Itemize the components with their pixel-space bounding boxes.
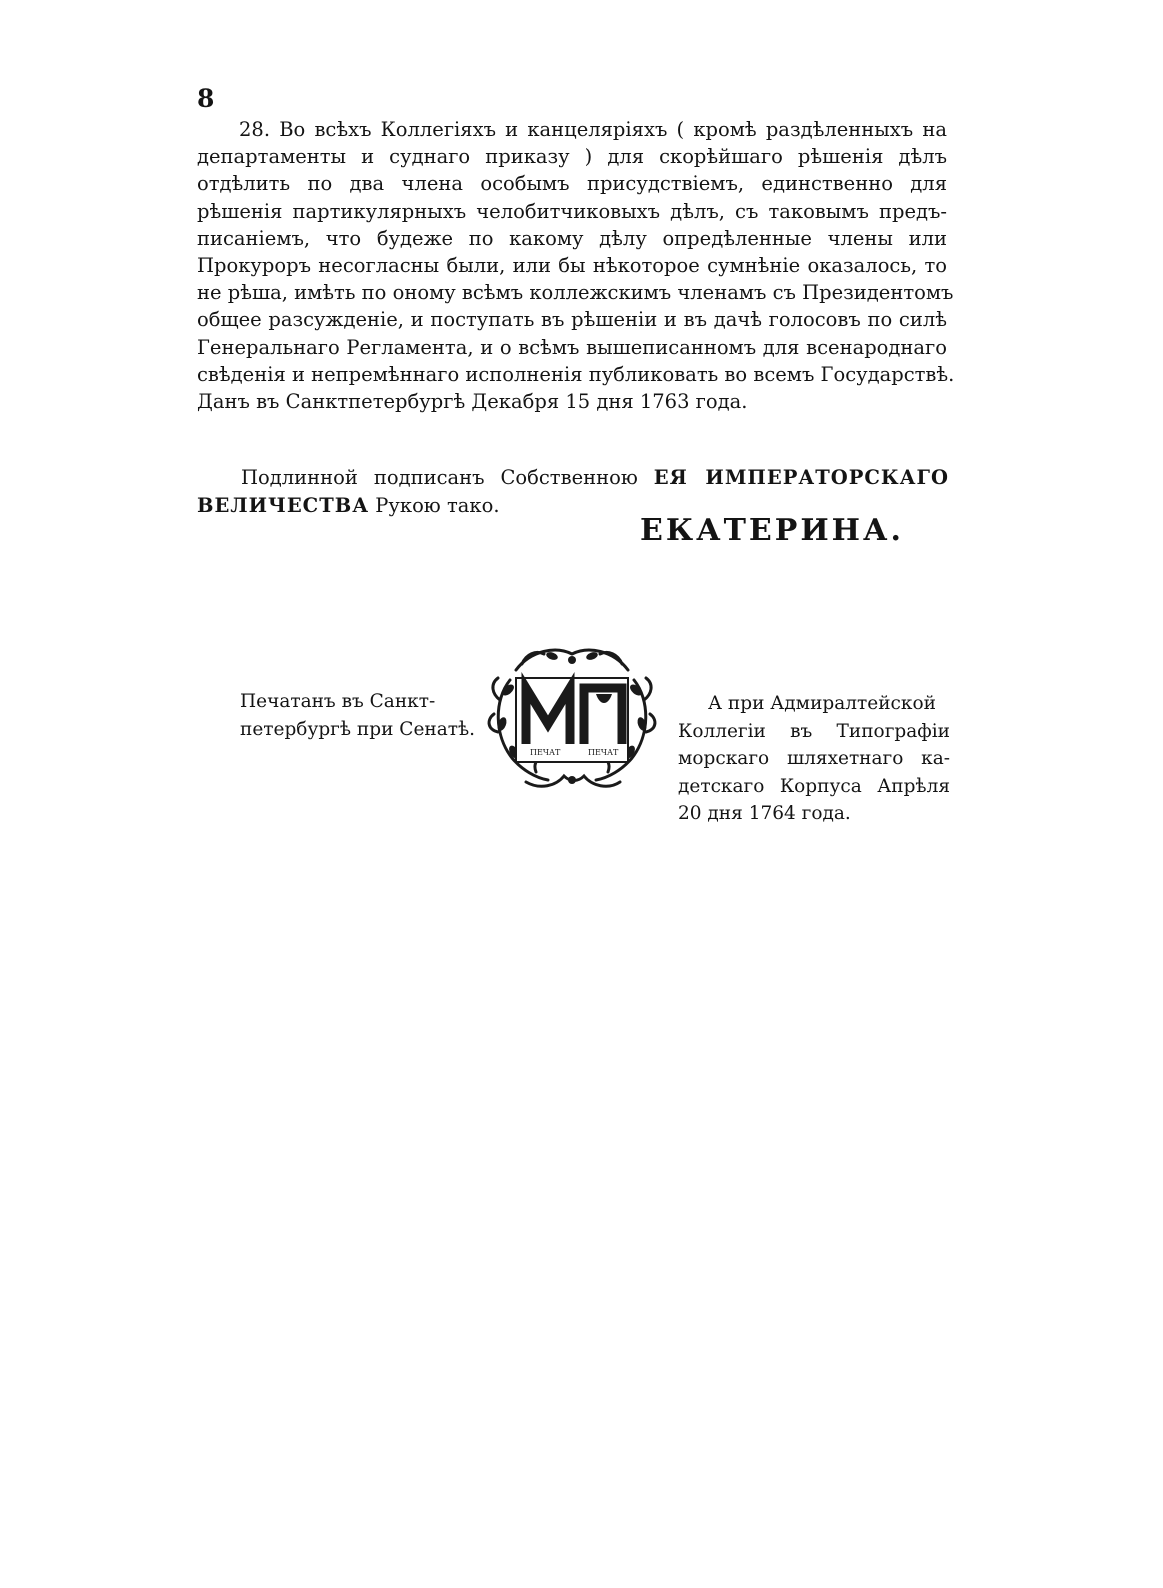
signature-note-caps-1: ЕЯ ИМПЕРАТОРСКАГО: [653, 466, 949, 489]
imprint-left-line-1: Печатанъ въ Санкт-: [240, 691, 436, 712]
imprint-left-line-2: петербургѣ при Сенатѣ.: [240, 719, 476, 740]
imprint-right-line: Коллегiи въ Типографiи: [678, 720, 950, 742]
article-line: Прокуроръ несогласны были, или бы нѣкоторое сумнѣнiе оказалось, то: [197, 253, 947, 277]
imprint-right-line: детскаго Корпуса Апрѣля: [678, 775, 950, 797]
article-line: отдѣлить по два члена особымъ присудствiемъ, единственно для: [197, 172, 947, 196]
emblem-left-label: ПЕЧАТ: [530, 748, 561, 757]
article-line: общее разсужденiе, и поступать въ рѣшенiи и въ дачѣ голосовъ по силѣ: [197, 308, 947, 332]
signature-note: [197, 464, 949, 519]
imprint-right-line: морскаго шляхетнаго ка-: [678, 748, 950, 770]
signature-note-suffix: Рукою тако.: [375, 493, 500, 517]
signature-note-prefix: Подлинной подписанъ Собственною: [241, 466, 638, 489]
article-line: не рѣша, имѣть по оному всѣмъ коллежскимъ членамъ съ Президентомъ: [197, 281, 954, 305]
article-line: свѣденiя и непремѣннаго исполненiя публиковать во всемъ Государствѣ.: [197, 362, 955, 386]
imprint-right-line: 20 дня 1764 года.: [678, 803, 851, 825]
signature-note-caps-2: ВЕЛИЧЕСТВА: [197, 493, 370, 517]
article-line: департаменты и суднаго приказу ) для скорѣйшаго рѣшенiя дѣлъ: [197, 145, 947, 169]
printer-emblem: [486, 640, 658, 792]
page-number: 8: [197, 84, 215, 113]
imprint-right: [678, 690, 950, 828]
article-line: Генеральнаго Регламента, и о всѣмъ вышеписанномъ для всенароднаго: [197, 335, 947, 359]
article-line: писанiемъ, что будеже по какому дѣлу опредѣленные члены или: [197, 226, 947, 250]
printer-emblem-icon: [486, 640, 658, 792]
article-line: 28. Во всѣхъ Коллегiяхъ и канцелярiяхъ ( кромѣ раздѣленныхъ на: [239, 118, 947, 141]
monarch-signature: ЕКАТЕРИНА.: [640, 513, 904, 548]
imprint-right-line: А при Адмиралтейской: [708, 693, 936, 714]
article-date-line: Данъ въ Санктпетербургѣ Декабря 15 дня 1763 года.: [197, 389, 748, 413]
signature-note-line-1: [197, 464, 949, 492]
imprint-left: [240, 688, 480, 744]
article-line: рѣшенiя партикулярныхъ челобитчиковыхъ дѣлъ, съ таковымъ предъ-: [197, 199, 947, 223]
article-28: [197, 116, 955, 415]
emblem-right-label: ПЕЧАТ: [588, 748, 619, 757]
